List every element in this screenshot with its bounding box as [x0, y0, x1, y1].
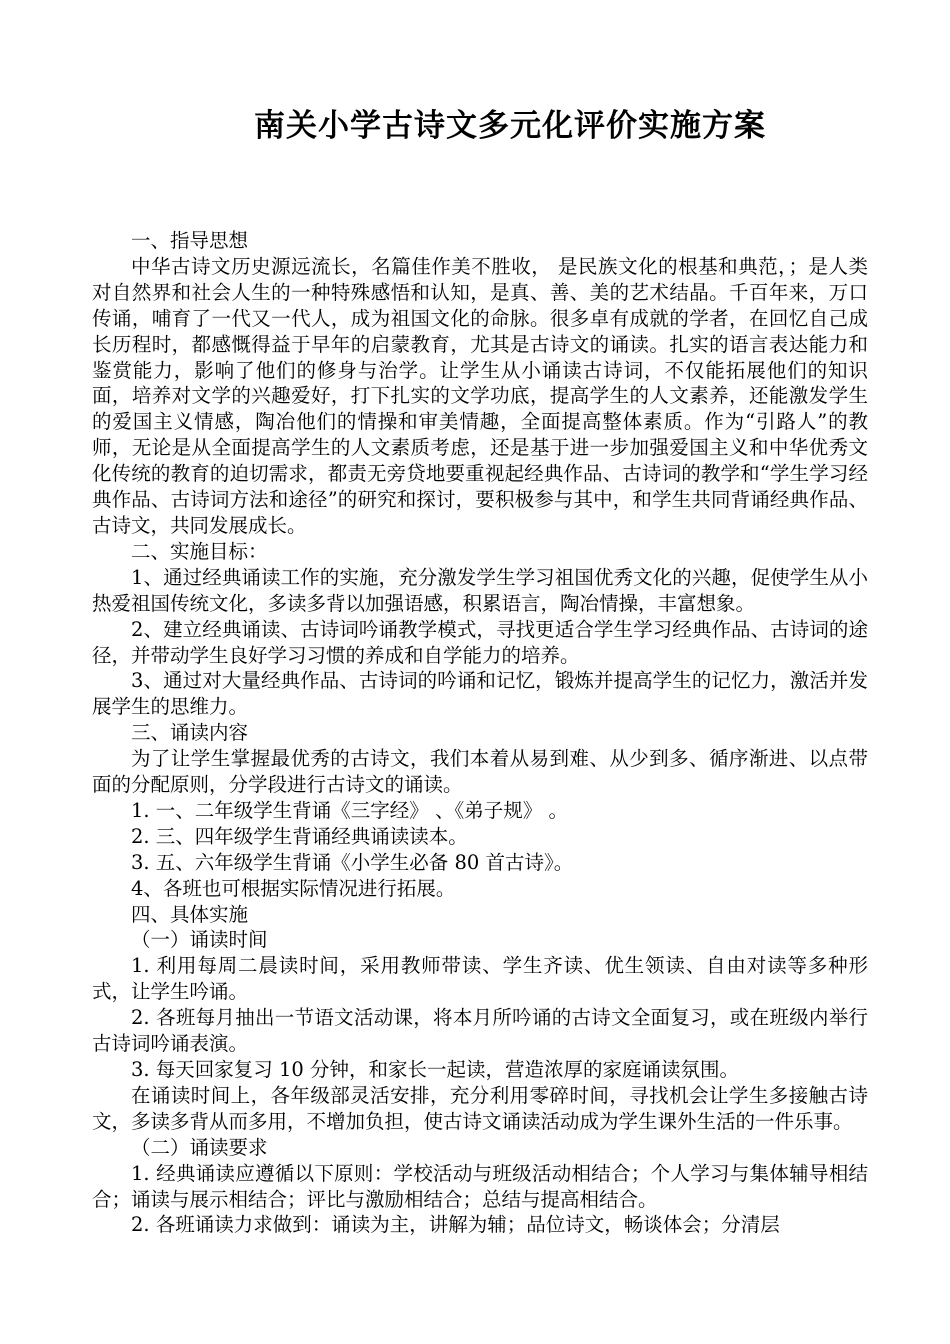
heading-content: 三、诵读内容	[131, 721, 249, 745]
paragraph-content-intro: 为了让学生掌握最优秀的古诗文，我们本着从易到难、从少到多、循序渐进、以点带面的分配原则，分学段进行古诗文的诵读。	[92, 747, 868, 797]
goal-item-1: 1、通过经典诵读工作的实施，充分激发学生学习祖国优秀文化的兴趣，促使学生从小热爱祖国传统文化，多读多背以加强语感，积累语言，陶冶情操，丰富想象。	[92, 565, 868, 615]
goal-item-2: 2、建立经典诵读、古诗词吟诵教学模式，寻找更适合学生学习经典作品、古诗词的途径，并带动学生良好学习习惯的养成和自学能力的培养。	[92, 617, 868, 667]
content-item-2: 2. 三、四年级学生背诵经典诵读读本。	[131, 824, 468, 848]
time-item-1: 1. 利用每周二晨读时间，采用教师带读、学生齐读、优生领读、自由对读等多种形式，让学生吟诵。	[92, 954, 868, 1004]
content-item-3: 3. 五、六年级学生背诵《小学生必备 80 首古诗》。	[131, 850, 574, 874]
paragraph-guiding-thought: 中华古诗文历史源远流长，名篇佳作美不胜收， 是民族文化的根基和典范，；是人类对自然界和社会人生的一种特殊感悟和认知，是真、善、美的艺术结晶。千百年来，万口传诵，哺育了一代又一代人，成为祖国文化的命脉。很多卓有成就的学者，在回忆自己成长历程时，都感慨得益于早年的启蒙教育，尤其是古诗文的诵读。扎实的语言表达能力和鉴赏能力，影响了他们的修身与治学。让学生从小诵读古诗词，不仅能拓展他们的知识面，培养对文学的兴趣爱好，打下扎实的文学功底，提高学生的人文素养，还能激发学生的爱国主义情感，陶冶他们的情操和审美情趣，全面提高整体素质。作为“引路人”的教师，无论是从全面提高学生的人文素质考虑，还是基于进一步加强爱国主义和中华优秀文化传统的教育的迫切需求，都责无旁贷地要重视起经典作品、古诗词的教学和“学生学习经典作品、古诗词方法和途径”的研究和探讨，要积极参与其中，和学生共同背诵经典作品、古诗文，共同发展成长。	[92, 254, 868, 537]
subheading-time: （一）诵读时间	[131, 928, 268, 952]
document-page	[92, 100, 868, 1238]
paragraph-time-summary: 在诵读时间上，各年级部灵活安排，充分利用零碎时间，寻找机会让学生多接触古诗文，多读多背从而多用，不增加负担，使古诗文诵读活动成为学生课外生活的一件乐事。	[92, 1083, 868, 1133]
time-item-2: 2. 各班每月抽出一节语文活动课，将本月所吟诵的古诗文全面复习，或在班级内举行古诗词吟诵表演。	[92, 1006, 868, 1056]
goal-item-3: 3、通过对大量经典作品、古诗词的吟诵和记忆，锻炼并提高学生的记忆力，激活并发展学生的思维力。	[92, 669, 868, 719]
document-body	[92, 228, 868, 1238]
heading-implementation: 四、具体实施	[131, 902, 249, 926]
time-item-3: 3. 每天回家复习 10 分钟，和家长一起读，营造浓厚的家庭诵读氛围。	[131, 1058, 740, 1081]
heading-goals: 二、实施目标：	[131, 539, 268, 563]
document-title: 南关小学古诗文多元化评价实施方案	[254, 108, 766, 144]
content-item-1: 1. 一、二年级学生背诵《三字经》 、《弟子规》 。	[131, 798, 568, 822]
requirement-item-1: 1. 经典诵读应遵循以下原则：学校活动与班级活动相结合；个人学习与集体辅导相结合；诵读与展示相结合；评比与激励相结合；总结与提高相结合。	[92, 1161, 868, 1211]
requirement-item-2: 2. 各班诵读力求做到：诵读为主，讲解为辅；品位诗文，畅谈体会；分清层	[131, 1213, 780, 1237]
heading-guiding-thought: 一、指导思想	[131, 229, 249, 252]
subheading-requirements: （二）诵读要求	[131, 1135, 268, 1159]
content-item-4: 4、各班也可根据实际情况进行拓展。	[131, 876, 456, 900]
